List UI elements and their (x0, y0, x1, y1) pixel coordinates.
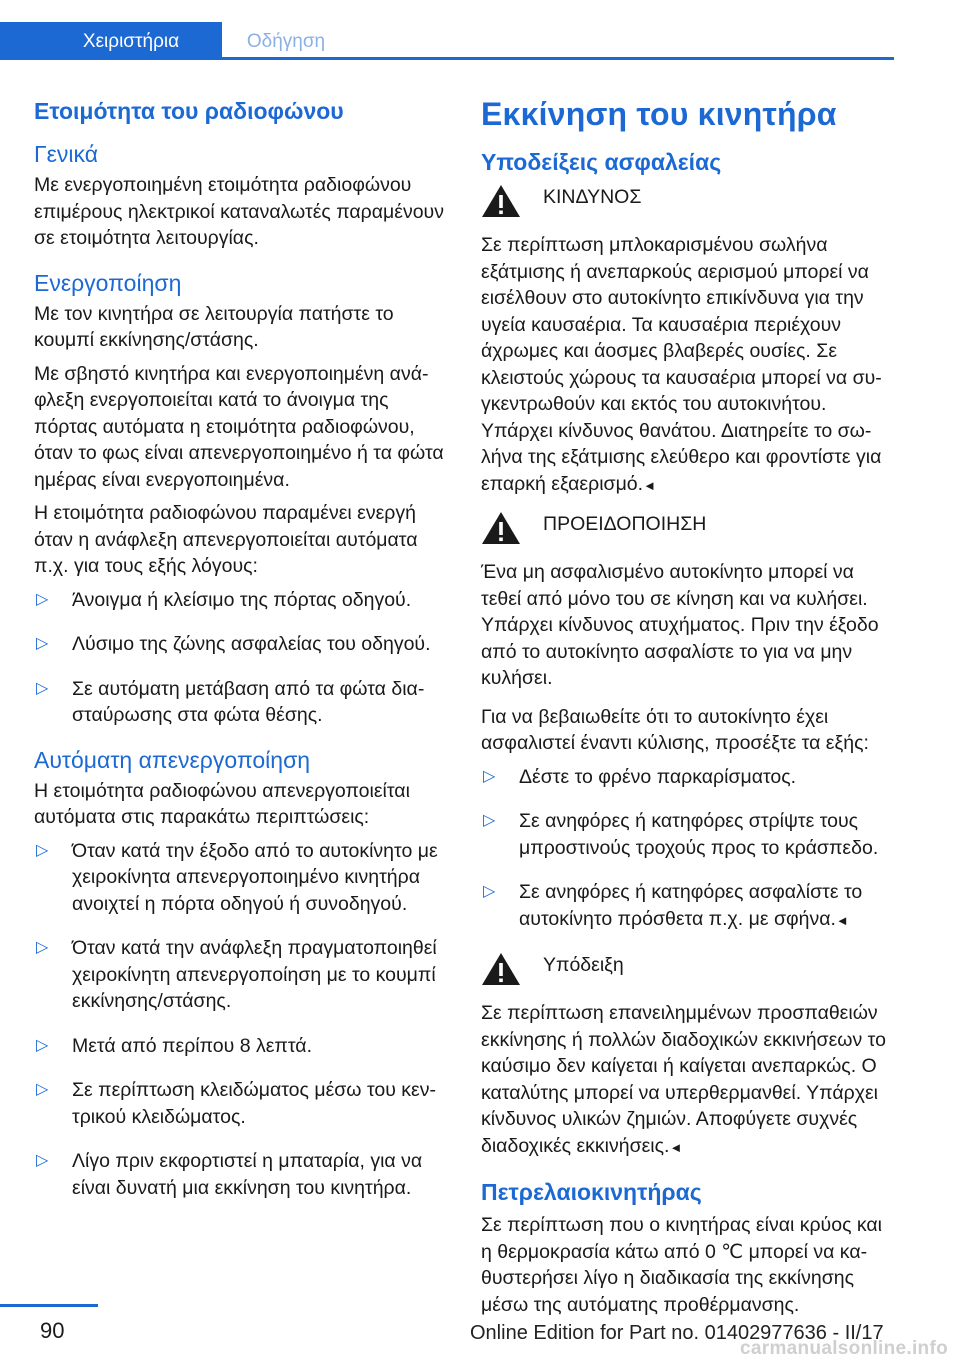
page-title-engine-start: Εκκίνηση του κινητήρα (481, 96, 837, 132)
heading-diesel-engine: Πετρελαιοκινητήρας (481, 1179, 702, 1205)
right-column (481, 96, 892, 1325)
heading-safety-notes: Υποδείξεις ασφαλείας (481, 149, 722, 175)
list-item: ▷ Λίγο πριν εκφορτιστεί η μπαταρία, για να είναι δυνατή μια εκκίνηση του κινητήρα. (36, 1150, 423, 1199)
list-item: ▷ Λύσιμο της ζώνης ασφαλείας του οδηγού. (34, 631, 446, 658)
list-item: ▷ Σε ανηφόρες ή κατηφόρες ασφαλίστε το αυτοκίνητο πρόσθετα π.χ. με σφήνα.◄ (483, 881, 863, 930)
bullet-triangle-icon: ▷ (36, 939, 49, 956)
danger-text: Σε περίπτωση μπλοκαρισμένου σωλήνα εξάτμισης ή ανεπαρκούς αερισμού μπορεί να εισέλθουν στο αυτοκίνητο επικίνδυνα για την υγεία καυσαέρια. Τα καυσαέρια περιέχουν άχρωμες και άοσμες βλαβερές ουσίες. Σε κλειστούς χώρους τα καυσαέρια μπορεί να συγκεντρωθούν και εκτός του αυτοκινήτου. Υπάρχει κίνδυνος θανάτου. Διατηρείτε το σωλήνα της εξάτμισης ελεύθερο και φροντίστε για επαρκή εξαερισμό.◄ (481, 234, 882, 495)
list-item: ▷ Δέστε το φρένο παρκαρίσματος. (481, 764, 892, 791)
chapter-tab-bar (0, 22, 894, 60)
page-number: 90 (40, 1318, 65, 1343)
bullet-triangle-icon: ▷ (36, 841, 49, 859)
note-text: Σε περίπτωση επανειλημμένων προσπαθειών εκκίνησης ή πολλών διαδοχικών εκκινήσεων το καύσιμο δεν καίγεται ή καίγεται ανεπαρκώς. Ο καταλύτης μπορεί να υπερθερμανθεί. Υπάρχει κίνδυνος υλικών ζημιών. Αποφύγετε συχνές διαδοχικές εκκινήσεις.◄ (481, 1002, 886, 1157)
bullet-triangle-icon: ▷ (483, 883, 496, 900)
auto-off-list (34, 838, 446, 1202)
bullet-triangle-icon: ▷ (483, 812, 496, 829)
warning-triangle-icon (481, 184, 521, 218)
list-item: ▷ Σε αυτόματη μετάβαση από τα φώτα διασταύρωσης στα φώτα θέσης. (36, 677, 425, 726)
list-item: ▷ Όταν κατά την ανάφλεξη πραγματοποιηθεί χειροκίνητη απενεργοποίηση με το κουμπί εκκίνησης/στάσης. (36, 937, 437, 1012)
tab-controls[interactable]: Χειριστήρια (0, 22, 222, 60)
paragraph-auto-off: Η ετοιμότητα ραδιοφώνου απενεργοποιείται αυτόματα στις παρακάτω περιπτώσεις: (34, 779, 410, 828)
paragraph-roll-away: Για να βεβαιωθείτε ότι το αυτοκίνητο έχει ασφαλιστεί έναντι κύλισης, προσέξτε τα εξής: (481, 705, 869, 754)
heading-general: Γενικά (34, 141, 99, 167)
tab-bar-underline (0, 57, 894, 60)
danger-notice (481, 184, 892, 499)
left-column (34, 98, 446, 1219)
list-item: ▷ Σε περίπτωση κλειδώματος μέσω του κεντρικού κλειδώματος. (36, 1079, 436, 1128)
tab-driving[interactable]: Οδήγηση (222, 22, 350, 60)
paragraph-general: Με ενεργοποιημένη ετοιμότητα ραδιοφώνου επιμέρους ηλεκτρικοί καταναλωτές παραμένουν σε ετοιμότητα λειτουργίας. (34, 174, 444, 249)
list-item: ▷ Μετά από περίπου 8 λεπτά. (34, 1033, 446, 1060)
section-title-radio-ready: Ετοιμότητα του ραδιοφώνου (34, 98, 344, 124)
watermark: carmanualsonline.info (740, 1338, 948, 1359)
list-item: ▷ Σε ανηφόρες ή κατηφόρες στρίψτε τους μπροστινούς τροχούς προς το κράσπεδο. (483, 810, 879, 859)
bullet-triangle-icon: ▷ (36, 1081, 49, 1098)
warning-triangle-icon (481, 952, 521, 986)
warning-text: Ένα μη ασφαλισμένο αυτοκίνητο μπορεί να τεθεί από μόνο του σε κίνηση και να κυλήσει. Υπάρχει κίνδυνος ατυχήματος. Πριν την έξοδο από το αυτοκίνητο ασφαλίστε το για να μην κυλήσει. (481, 561, 879, 689)
note-notice (481, 952, 892, 1161)
warning-triangle-icon (481, 511, 521, 545)
bullet-triangle-icon: ▷ (36, 1152, 49, 1169)
heading-auto-off: Αυτόματη απενεργοποίηση (34, 746, 311, 773)
bullet-triangle-icon: ▷ (36, 590, 49, 608)
roll-away-list (481, 764, 892, 935)
warning-notice (481, 511, 892, 692)
paragraph-activation-3: Η ετοιμότητα ραδιοφώνου παραμένει ενεργή όταν η ανάφλεξη απενεργοποιείται αυτόματα π.χ. για τους εξής λόγους: (34, 502, 418, 577)
warning-label: ΠΡΟΕΙΔΟΠΟΙΗΣΗ (543, 513, 707, 535)
danger-label: ΚΙΝΔΥΝΟΣ (543, 186, 642, 208)
paragraph-diesel: Σε περίπτωση που ο κινητήρας είναι κρύος και η θερμοκρασία κάτω από 0 ℃ μπορεί να καθυστερήσει λίγο η διαδικασία της εκκίνησης μέσω της αυτόματης προθέρμανσης. (481, 1214, 882, 1316)
bullet-triangle-icon: ▷ (36, 635, 49, 652)
note-label: Υπόδειξη (543, 954, 624, 976)
paragraph-activation-2: Με σβηστό κινητήρα και ενεργοποιημένη ανάφλεξη ενεργοποιείται κατά το άνοιγμα της πόρτας αυτόματα η ετοιμότητα ραδιοφώνου, όταν το φως είναι απενεργοποιημένο ή τα φώτα ημέρας είναι ενεργοποιημένα. (34, 362, 444, 491)
activation-list (34, 587, 446, 729)
bullet-triangle-icon: ▷ (36, 679, 49, 697)
heading-activation: Ενεργοποίηση (34, 269, 182, 296)
edition-footer: Online Edition for Part no. 01402977636 - II/17 (470, 1322, 884, 1344)
bullet-triangle-icon: ▷ (483, 767, 496, 785)
end-marker-icon: ◄ (669, 1139, 683, 1155)
end-marker-icon: ◄ (643, 477, 656, 493)
bullet-triangle-icon: ▷ (36, 1036, 49, 1054)
footer-rule (0, 1304, 98, 1307)
list-item: ▷ Άνοιγμα ή κλείσιμο της πόρτας οδηγού. (34, 587, 446, 614)
end-marker-icon: ◄ (835, 912, 849, 928)
paragraph-activation-1: Με τον κινητήρα σε λειτουργία πατήστε το κουμπί εκκίνησης/στάσης. (34, 302, 394, 351)
list-item: ▷ Όταν κατά την έξοδο από το αυτοκίνητο με χειροκίνητα απενεργοποιημένο κινητήρα ανοιχτεί η πόρτα οδηγού ή συνοδηγού. (36, 839, 438, 915)
